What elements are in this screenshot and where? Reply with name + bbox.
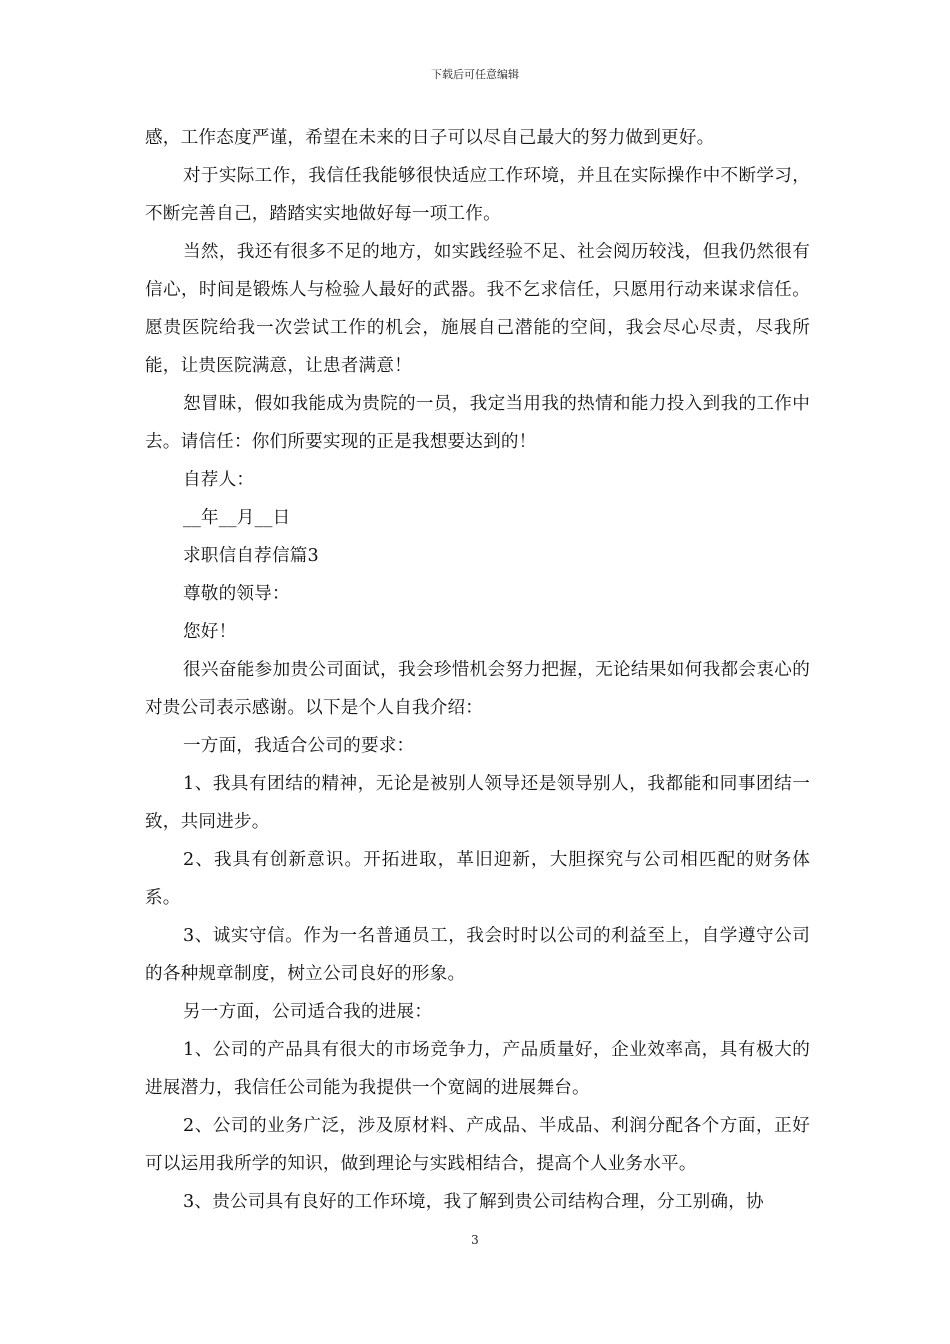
greeting: 您好！	[183, 622, 237, 642]
list-item: 2、公司的业务广泛，涉及原材料、产成品、半成品、利润分配各个方面，正好可以运用我所学的知识，做到理论与实践相结合，提高个人业务水平。	[145, 1116, 810, 1174]
page-header: 下载后可任意编辑	[431, 68, 519, 81]
list-item: 2、我具有创新意识。开拓进取，革旧迎新，大胆探究与公司相匹配的财务体系。	[145, 850, 810, 908]
paragraph: 另一方面，公司适合我的进展：	[183, 1002, 433, 1022]
paragraph: 当然，我还有很多不足的地方，如实践经验不足、社会阅历较浅，但我仍然很有信心，时间是锻炼人与检验人最好的武器。我不乞求信任，只愿用行动来谋求信任。愿贵医院给我一次尝试工作的机会，施展自己潜能的空间，我会尽心尽责，尽我所能，让贵医院满意，让患者满意！	[145, 242, 810, 376]
signature-label: 自荐人：	[183, 470, 255, 490]
paragraph: 恕冒昧，假如我能成为贵院的一员，我定当用我的热情和能力投入到我的工作中去。请信任：你们所要实现的正是我想要达到的！	[145, 394, 810, 452]
list-item: 1、公司的产品具有很大的市场竞争力，产品质量好，企业效率高，具有极大的进展潜力，我信任公司能为我提供一个宽阔的进展舞台。	[145, 1040, 810, 1098]
section-title: 求职信自荐信篇3	[183, 546, 319, 566]
date-line: __年__月__日	[183, 508, 291, 528]
paragraph: 很兴奋能参加贵公司面试，我会珍惜机会努力把握，无论结果如何我都会衷心的对贵公司表示感谢。以下是个人自我介绍：	[145, 660, 810, 718]
paragraph: 对于实际工作，我信任我能够很快适应工作环境，并且在实际操作中不断学习，不断完善自己，踏踏实实地做好每一项工作。	[145, 166, 810, 224]
page-number: 3	[471, 1233, 479, 1247]
list-item: 3、贵公司具有良好的工作环境，我了解到贵公司结构合理，分工别确，协	[183, 1192, 764, 1212]
paragraph: 一方面，我适合公司的要求：	[183, 736, 415, 756]
salutation: 尊敬的领导：	[183, 584, 290, 604]
list-item: 3、诚实守信。作为一名普通员工，我会时时以公司的利益至上，自学遵守公司的各种规章制度，树立公司良好的形象。	[145, 926, 810, 984]
paragraph: 感，工作态度严谨，希望在未来的日子可以尽自己最大的努力做到更好。	[145, 128, 715, 148]
document-body	[145, 119, 810, 1221]
list-item: 1、我具有团结的精神，无论是被别人领导还是领导别人，我都能和同事团结一致，共同进步。	[145, 774, 810, 832]
